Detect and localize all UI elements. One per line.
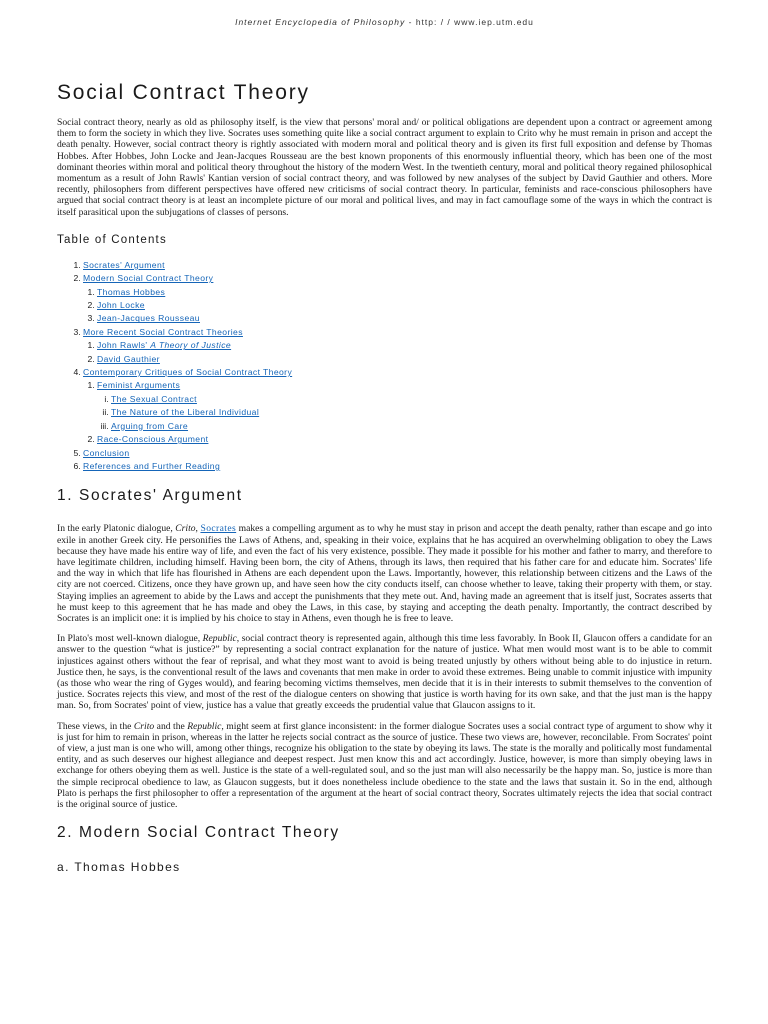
toc-item [83, 326, 712, 366]
crito-title: Crito [133, 720, 155, 732]
toc-item [83, 447, 712, 460]
toc-item [97, 286, 712, 299]
text-run: In the early Platonic dialogue, [57, 523, 176, 535]
toc-item [97, 299, 712, 312]
intro-paragraph: Social contract theory, nearly as old as philosophy itself, is the view that persons' moral and/ or political obligations are dependent upon a contract or agreement among them to form the society in which they live. Socrates uses something quite like a social contract argument to explain to Crito why he must remain in prison and accept the death penalty. However, social contract theory is rightly associated with modern moral and political theory and is given its first full exposition and defense by Thomas Hobbes. After Hobbes, John Locke and Jean-Jacques Rousseau are the best known proponents of this enormously influential theory, which has been one of the most dominant theories within moral and political theory throughout the history of the modern West. In the twentieth century, moral and political theory regained philosophical momentum as a result of John Rawls' Kantian version of social contract theory, and was followed by new analyses of the subject by David Gauthier and others. More recently, philosophers from different perspectives have offered new criticisms of social contract theory. In particular, feminists and race-conscious philosophers have argued that social contract theory is at least an incomplete picture of our moral and political lives, and may in fact camouflage some of the ways in which the contract is itself parasitical upon the subjugations of classes of persons. [57, 117, 712, 218]
toc-link-socrates[interactable]: Socrates' Argument [83, 259, 165, 270]
toc-link-recent[interactable]: More Recent Social Contract Theories [83, 326, 243, 337]
text-run: In Plato's most well-known dialogue, [57, 633, 203, 645]
toc-item [83, 259, 712, 272]
text-run: and the [154, 720, 188, 732]
body-paragraph [57, 633, 712, 711]
toc-item [97, 312, 712, 325]
toc-item [111, 393, 712, 406]
toc-item [97, 339, 712, 352]
subsection-heading-hobbes: a. Thomas Hobbes [57, 860, 181, 875]
toc-link-rousseau[interactable]: Jean-Jacques Rousseau [97, 313, 200, 324]
toc-item [97, 353, 712, 366]
section-heading-modern: 2. Modern Social Contract Theory [57, 824, 340, 842]
toc-item [111, 406, 712, 419]
toc-item [83, 272, 712, 326]
body-paragraph [57, 721, 712, 811]
header-separator: - [405, 17, 416, 27]
rawls-prefix: John Rawls' [97, 340, 151, 351]
page-header [57, 0, 712, 27]
toc-item [97, 379, 712, 433]
socrates-link[interactable]: Socrates [200, 523, 237, 535]
text-run: , social contract theory is represented again, although this time less favorably. In Book II, Glaucon offers a candidate for an answer to the question “what is justice?” by representing a social contract explanation for the nature of justice. What men would most want is to be able to commit injustices against others without the fear of reprisal, and what they most want to avoid is being treated unjustly by others without being able to do injustice in return. Justice then, he says, is the conventional result of the laws and covenants that men make in order to avoid these extremes. Being unable to commit injustice with impunity (as those who wear the ring of Gyges would), and fearing becoming victims themselves, men decide that it is in their interests to submit themselves to the convention of justice. Socrates rejects this view, and most of the rest of the dialogue centers on showing that justice is worth having for its own sake, and that the just man is the happy man. So, from Socrates' point of view, justice has a value that greatly exceeds the prudential value that Glaucon assigns to it. [57, 633, 712, 712]
toc-link-modern[interactable]: Modern Social Contract Theory [83, 273, 214, 284]
body-paragraph [57, 523, 712, 624]
toc-link-care[interactable]: Arguing from Care [111, 420, 189, 431]
toc-link-rawls[interactable] [97, 340, 231, 350]
republic-title: Republic [202, 633, 237, 645]
toc-link-sexual-contract[interactable]: The Sexual Contract [111, 393, 197, 404]
toc-link-gauthier[interactable]: David Gauthier [97, 353, 160, 364]
text-run: These views, in the [57, 720, 134, 732]
toc-link-feminist[interactable]: Feminist Arguments [97, 380, 181, 391]
rawls-book-title: A Theory of Justice [150, 340, 232, 351]
toc-link-critiques[interactable]: Contemporary Critiques of Social Contract Theory [83, 367, 293, 378]
toc-item [83, 460, 712, 473]
toc-link-race[interactable]: Race-Conscious Argument [97, 434, 209, 445]
toc-item [83, 366, 712, 446]
toc-link-liberal-individual[interactable]: The Nature of the Liberal Individual [111, 407, 260, 418]
text-run: makes a compelling argument as to why he must stay in prison and accept the death penalty, rather than escape and go into exile in another Greek city. He personifies the Laws of Athens, and, speaking in their voice, explains that he has acquired an overwhelming obligation to obey the Laws because they have made his entire way of life, and even the fact of his very existence, possible. They made it possible for his mother and father to marry, and therefore to have legitimate children, including himself. Having been born, the city of Athens, through its laws, then required that his father care for and educate him. Socrates' life and the way in which that life has flourished in Athens are each dependent upon the Laws. Importantly, however, this relationship between citizens and the Laws of the city are not coerced. Citizens, once they have grown up, and have seen how the city conducts itself, can choose whether to leave, taking their property with them, or stay. Staying implies an agreement to abide by the Laws and accept the punishments that they mete out. And, having made an agreement that is itself just, Socrates asserts that he must keep to this agreement that he has made and obey the Laws, in this case, by staying and accepting the death penalty. Importantly, the contract described by Socrates is an implicit one: it is implied by his choice to stay in Athens, even though he is free to leave. [57, 523, 712, 624]
crito-title: Crito [175, 523, 196, 535]
page-title: Social Contract Theory [57, 81, 310, 104]
toc-item [111, 420, 712, 433]
section-heading-socrates: 1. Socrates' Argument [57, 487, 243, 505]
toc-link-hobbes[interactable]: Thomas Hobbes [97, 286, 166, 297]
text-run: , [195, 523, 201, 535]
toc-heading: Table of Contents [57, 233, 167, 246]
toc-link-conclusion[interactable]: Conclusion [83, 447, 130, 458]
site-url: http: / / www.iep.utm.edu [415, 17, 534, 27]
toc-link-locke[interactable]: John Locke [97, 300, 145, 311]
text-run: , might seem at first glance inconsistent: in the former dialogue Socrates uses a social contract type of argument to show why it is just for him to remain in prison, whereas in the latter he rejects social contract as the source of justice. These two views are, however, reconcilable. From Socrates' point of view, a just man is one who will, among other things, recognize his obligation to the state by obeying its laws. The state is the morally and politically most fundamental entity, and as such deserves our highest allegiance and deepest respect. Just men know this and act accordingly. Justice, however, is more than simply obeying laws in exchange for others obeying them as well. Justice is the state of a well-regulated soul, and so the just man will also necessarily be the happy man. So, justice is more than the simple reciprocal obedience to law, as Glaucon suggests, but it does nonetheless include obedience to the state and the laws that sustain it. So in the end, although Plato is perhaps the first philosopher to offer a representation of the argument at the heart of social contract theory, Socrates ultimately rejects the idea that social contract is the original source of justice. [57, 720, 712, 810]
republic-title: Republic [187, 720, 222, 732]
table-of-contents [57, 259, 712, 474]
site-name: Internet Encyclopedia of Philosophy [235, 17, 406, 27]
toc-link-references[interactable]: References and Further Reading [83, 460, 221, 471]
toc-item [97, 433, 712, 446]
